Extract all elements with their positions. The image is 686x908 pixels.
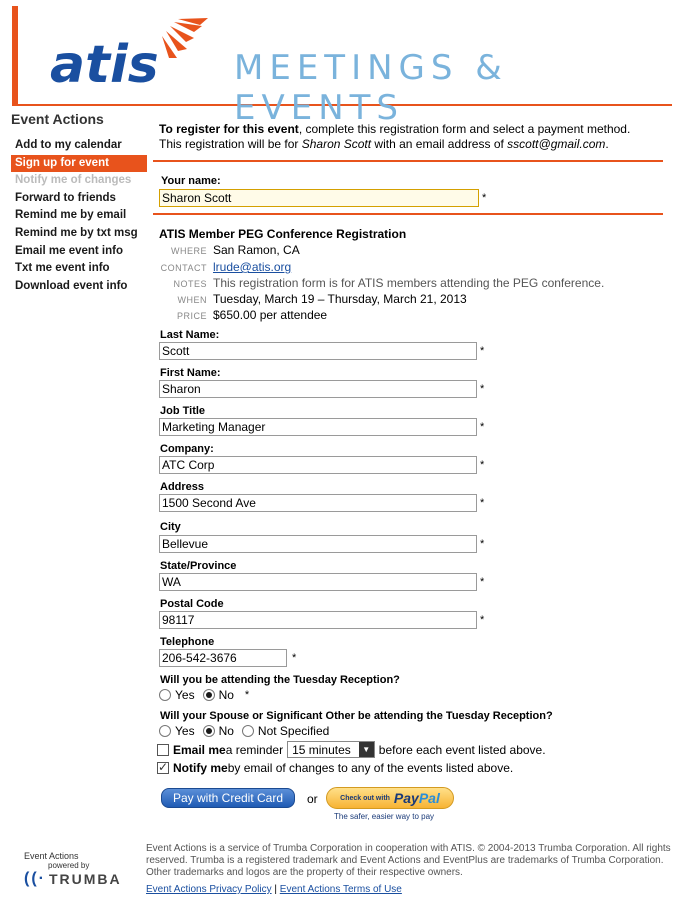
notify-row — [157, 761, 513, 775]
sidebar-item-forward-friends[interactable]: Forward to friends — [15, 191, 116, 204]
first-name-input[interactable] — [159, 380, 477, 398]
event-notes — [159, 276, 604, 290]
atis-logo — [44, 16, 214, 96]
terms-of-use-link[interactable]: Event Actions Terms of Use — [279, 884, 402, 895]
required-mark: * — [480, 383, 485, 395]
required-mark: * — [292, 652, 297, 664]
radio-button[interactable] — [159, 725, 171, 737]
event-actions-sidebar — [11, 111, 147, 295]
company-label: Company: — [160, 443, 214, 455]
job-title-label: Job Title — [160, 405, 206, 417]
sidebar-item-remind-email[interactable]: Remind me by email — [15, 209, 127, 222]
contact-key: CONTACT — [160, 263, 207, 273]
divider — [153, 160, 663, 162]
address-input[interactable] — [159, 494, 477, 512]
intro-name: Sharon Scott — [301, 137, 372, 151]
city-label: City — [160, 521, 181, 533]
postal-code-input[interactable] — [159, 611, 477, 629]
state-input[interactable] — [159, 573, 477, 591]
last-name-label: Last Name: — [160, 329, 220, 341]
divider — [153, 213, 663, 215]
event-where — [159, 243, 300, 257]
postal-code-label: Postal Code — [160, 598, 224, 610]
radio-button[interactable] — [159, 689, 171, 701]
where-key: WHERE — [171, 246, 207, 256]
job-title-input[interactable] — [159, 418, 477, 436]
notify-bold: Notify me — [173, 761, 228, 775]
spouse-yes-option[interactable] — [159, 724, 195, 738]
paypal-pay: Pay — [393, 790, 419, 806]
trumba-wordmark — [24, 870, 136, 888]
event-when — [159, 292, 467, 306]
last-name-input[interactable] — [159, 342, 477, 360]
sidebar-item-remind-txt[interactable]: Remind me by txt msg — [15, 226, 138, 239]
spouse-not-specified-label: Not Specified — [257, 724, 330, 738]
paypal-checkout-button[interactable] — [326, 787, 454, 809]
notify-checkbox[interactable] — [157, 762, 169, 774]
reception-radio-group — [159, 688, 249, 702]
price-key: PRICE — [176, 311, 207, 321]
svg-text:atis: atis — [50, 35, 159, 95]
sidebar-item-add-to-calendar[interactable]: Add to my calendar — [15, 139, 122, 151]
trumba-text: TRUMBA — [48, 871, 122, 887]
required-mark: * — [480, 576, 485, 588]
footer-separator: | — [274, 884, 277, 895]
spouse-not-specified-option[interactable] — [242, 724, 329, 738]
spouse-no-label: No — [218, 724, 234, 738]
event-title: ATIS Member PEG Conference Registration — [159, 227, 407, 241]
company-input[interactable] — [159, 456, 477, 474]
when-key: WHEN — [177, 295, 207, 305]
reminder-bold: Email me — [173, 742, 226, 757]
required-mark: * — [482, 192, 487, 204]
radio-button[interactable] — [242, 725, 254, 737]
reception-yes-label: Yes — [175, 688, 195, 702]
required-mark: * — [244, 689, 250, 701]
contact-email-link[interactable]: lrude@atis.org — [213, 260, 292, 274]
spouse-radio-group — [159, 724, 337, 738]
event-price — [159, 308, 327, 322]
trumba-logo — [24, 851, 136, 888]
radio-button[interactable] — [203, 689, 215, 701]
paypal-pal: Pal — [418, 790, 440, 806]
intro-line2-prefix: This registration will be for — [159, 137, 302, 151]
intro-bold: To register for this event — [159, 122, 299, 136]
footer-logo-line1: Event Actions — [24, 851, 79, 861]
privacy-policy-link[interactable]: Event Actions Privacy Policy — [146, 884, 272, 895]
or-separator: or — [307, 792, 318, 806]
where-value: San Ramon, CA — [213, 243, 300, 257]
sidebar-title: Event Actions — [11, 111, 104, 127]
footer-logo-line2: powered by — [48, 861, 90, 870]
chevron-down-icon[interactable]: ▼ — [359, 742, 374, 757]
required-mark: * — [480, 459, 485, 471]
first-name-label: First Name: — [160, 367, 221, 379]
your-name-label: Your name: — [161, 175, 221, 187]
sidebar-item-txt-info[interactable]: Txt me event info — [15, 262, 110, 275]
notes-value: This registration form is for ATIS members attending the PEG conference. — [213, 276, 605, 290]
city-input[interactable] — [159, 535, 477, 553]
required-mark: * — [480, 614, 485, 626]
paypal-small-text: Check out with — [340, 794, 390, 802]
sidebar-item-download-info[interactable]: Download event info — [15, 279, 128, 292]
pay-credit-card-button[interactable]: Pay with Credit Card — [161, 788, 295, 808]
price-value: $650.00 per attendee — [213, 308, 328, 322]
spouse-no-option[interactable] — [203, 724, 234, 738]
telephone-label: Telephone — [160, 636, 215, 648]
required-mark: * — [480, 345, 485, 357]
intro-rest: , complete this registration form and select a payment method. — [298, 122, 631, 136]
footer-links — [146, 884, 402, 895]
email-reminder-checkbox[interactable] — [157, 744, 169, 756]
spouse-yes-label: Yes — [175, 724, 195, 738]
reminder-time-value: 15 minutes — [292, 742, 351, 757]
email-reminder-row — [157, 741, 546, 758]
sidebar-item-notify-changes: Notify me of changes — [15, 174, 132, 187]
reminder-mid: a reminder — [225, 742, 284, 757]
notes-key: NOTES — [173, 279, 207, 289]
signal-icon: ((· — [24, 870, 46, 887]
state-label: State/Province — [160, 560, 237, 572]
radio-button[interactable] — [203, 725, 215, 737]
when-value: Tuesday, March 19 – Thursday, March 21, 2013 — [213, 292, 467, 306]
required-mark: * — [480, 421, 485, 433]
registration-intro — [159, 122, 664, 152]
footer-copyright: Event Actions is a service of Trumba Corporation in cooperation with ATIS. © 2004-2013 Trumba Corporation. All rights reserved. Trumba is a registered trademark and Event Actions and EventPlus are trademarks of Trumba Corporation. Other trademarks and logos are the property of their respective owners. — [146, 843, 671, 878]
reminder-end: before each event listed above. — [378, 742, 546, 757]
sidebar-item-sign-up[interactable]: Sign up for event — [11, 155, 147, 173]
your-name-input[interactable] — [159, 189, 479, 207]
notify-rest: by email of changes to any of the events listed above. — [227, 761, 514, 775]
required-mark: * — [480, 538, 485, 550]
intro-line2-mid: with an email address of — [371, 137, 508, 151]
reception-no-option[interactable] — [203, 688, 234, 702]
reception-question: Will you be attending the Tuesday Reception? — [160, 674, 400, 686]
sidebar-item-email-info[interactable]: Email me event info — [15, 244, 124, 257]
reception-no-label: No — [218, 688, 234, 702]
event-contact — [159, 260, 291, 274]
spouse-question: Will your Spouse or Significant Other be attending the Tuesday Reception? — [160, 710, 553, 722]
reception-yes-option[interactable] — [159, 688, 195, 702]
intro-line2-end: . — [605, 137, 609, 151]
required-mark: * — [480, 497, 485, 509]
page-title: MEETINGS & EVENTS — [234, 48, 508, 128]
reminder-time-select[interactable] — [287, 741, 375, 758]
telephone-input[interactable] — [159, 649, 287, 667]
paypal-tagline: The safer, easier way to pay — [334, 812, 435, 821]
paypal-logo — [394, 790, 440, 806]
intro-email: sscott@gmail.com — [507, 137, 606, 151]
address-label: Address — [160, 481, 205, 493]
